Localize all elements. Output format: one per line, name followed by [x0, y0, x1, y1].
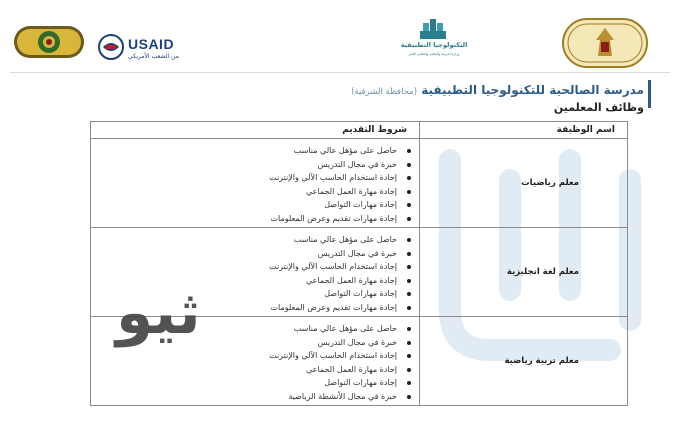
requirements-cell — [91, 139, 420, 228]
usaid-logo-icon — [97, 33, 125, 61]
governorate: (محافظة الشرقية) — [351, 87, 418, 97]
requirement-item: إجادة مهارات التواصل — [91, 376, 397, 390]
job-title-header: اسم الوظيفة — [420, 122, 628, 139]
header-divider — [10, 72, 670, 73]
requirement-item: خبرة في مجال التدريس — [91, 247, 397, 261]
requirement-item: إجادة مهارة العمل الجماعي — [91, 185, 397, 199]
requirement-item: إجادة مهارات التواصل — [91, 198, 397, 212]
requirement-item: إجادة مهارات تقديم وعرض المعلومات — [91, 212, 397, 226]
requirement-item: حاصل على مؤهل عالي مناسب — [91, 233, 397, 247]
ministry-name: التكنولوجيا التطبيقية — [400, 41, 468, 49]
requirement-item: إجادة استخدام الحاسب الآلي والإنترنت — [91, 171, 397, 185]
egypt-eagle-seal-icon — [562, 18, 648, 68]
requirement-item: خبرة في مجال التدريس — [91, 336, 397, 350]
requirement-item: خبرة في مجال الأنشطة الرياضية — [91, 390, 397, 404]
requirement-item: إجادة استخدام الحاسب الآلي والإنترنت — [91, 349, 397, 363]
site-brand-watermark — [116, 278, 201, 348]
requirement-item: حاصل على مؤهل عالي مناسب — [91, 322, 397, 336]
gear-seal-icon — [13, 24, 85, 60]
requirement-item: إجادة استخدام الحاسب الآلي والإنترنت — [91, 260, 397, 274]
job-title: معلم رياضيات — [420, 139, 628, 228]
requirement-item: إجادة مهارة العمل الجماعي — [91, 363, 397, 377]
requirement-item: خبرة في مجال التدريس — [91, 158, 397, 172]
jobs-table — [90, 121, 628, 406]
brand-text: ثيو — [116, 278, 201, 348]
table-row — [91, 139, 628, 228]
job-title: معلم تربية رياضية — [420, 317, 628, 406]
requirement-item: إجادة مهارات تقديم وعرض المعلومات — [91, 301, 397, 315]
school-title — [351, 83, 644, 97]
requirement-item: حاصل على مؤهل عالي مناسب — [91, 144, 397, 158]
applied-technology-logo-icon — [418, 17, 448, 41]
title-accent-bar — [648, 80, 651, 108]
ministry-subtitle: وزارة التربية والتعليم والتعليم الفني — [408, 52, 460, 56]
usaid-tagline: من الشعب الأمريكي — [128, 53, 179, 60]
job-title: معلم لغة انجليزية — [420, 228, 628, 317]
requirements-list — [91, 139, 419, 227]
document-subtitle: وظائف المعلمين — [553, 101, 644, 114]
usaid-wordmark: USAID — [128, 36, 175, 52]
requirements-header: شروط التقديم — [91, 122, 420, 139]
requirement-item: إجادة مهارة العمل الجماعي — [91, 274, 397, 288]
requirement-item: إجادة مهارات التواصل — [91, 287, 397, 301]
table-header-row — [91, 122, 628, 139]
school-name: مدرسة الصالحية للتكنولوجيا التطبيقية — [421, 83, 644, 97]
